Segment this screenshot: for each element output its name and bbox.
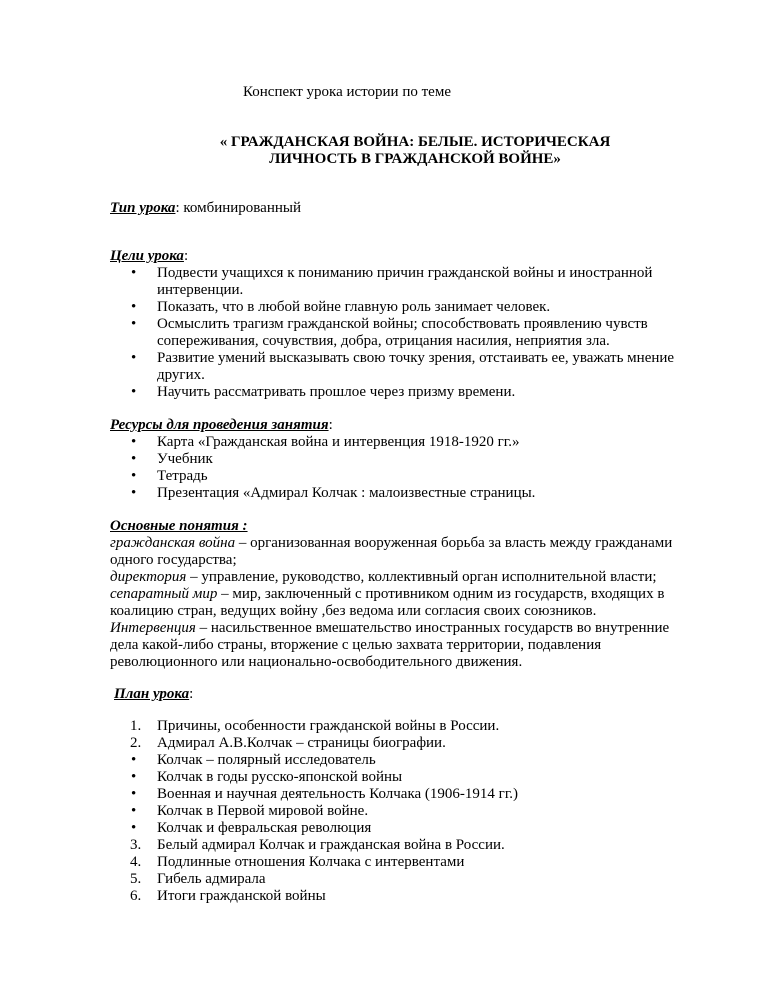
goal-bullet: • <box>131 299 137 315</box>
plan-item: Колчак в Первой мировой войне. <box>157 803 369 819</box>
goal-bullet: • <box>131 350 137 366</box>
goal-bullet: • <box>131 265 137 281</box>
plan-marker: 3. <box>130 837 142 853</box>
plan-item: Причины, особенности гражданской войны в России. <box>157 718 500 734</box>
concept-term: гражданская война <box>110 535 236 551</box>
plan-marker: • <box>131 820 137 836</box>
lesson-type <box>110 200 301 217</box>
concept-term: директория <box>110 569 187 585</box>
plan-item: Белый адмирал Колчак и гражданская война в России. <box>157 837 505 853</box>
plan-marker: • <box>131 803 137 819</box>
resource-bullet: • <box>131 451 137 467</box>
concept-line: коалицию стран, ведущих войну ,без ведома или согласия своих союзников. <box>110 603 597 619</box>
concept-definition: – насильственное вмешательство иностранных государств во внутренние <box>195 620 670 636</box>
plan-marker: • <box>131 769 137 785</box>
plan-marker: • <box>131 752 137 768</box>
concept-line <box>110 569 657 586</box>
plan-marker: 2. <box>130 735 142 751</box>
plan-item: Адмирал А.В.Колчак – страницы биографии. <box>157 735 446 751</box>
goal-line: Осмыслить трагизм гражданской войны; способствовать проявлению чувств <box>157 316 648 332</box>
resources-heading <box>110 417 333 434</box>
goals-label: Цели урока <box>110 248 184 264</box>
plan-heading <box>114 686 193 703</box>
concept-line <box>110 620 669 637</box>
concept-definition: – организованная вооруженная борьба за власть между гражданами <box>235 535 673 551</box>
resources-label: Ресурсы для проведения занятия <box>110 417 329 433</box>
plan-marker: • <box>131 786 137 802</box>
concept-line: революционного или национально-освободительного движения. <box>110 654 523 670</box>
concept-definition: – мир, заключенный с противником одним из государств, входящих в <box>217 586 665 602</box>
plan-item: Колчак и февральская революция <box>157 820 372 836</box>
plan-marker: 5. <box>130 871 142 887</box>
goal-line: Показать, что в любой войне главную роль занимает человек. <box>157 299 551 315</box>
plan-marker: 4. <box>130 854 142 870</box>
concept-definition: – управление, руководство, коллективный орган исполнительной власти; <box>186 569 657 585</box>
concept-line <box>110 586 664 603</box>
goals-colon: : <box>183 248 189 264</box>
concept-line <box>110 535 672 552</box>
resource-bullet: • <box>131 485 137 501</box>
concept-line: дела какой-либо страны, вторжение с целью захвата территории, подавления <box>110 637 602 653</box>
goal-line: сопереживания, сочувствия, добра, отрицания насилия, неприятия зла. <box>157 333 610 349</box>
plan-colon: : <box>189 686 194 702</box>
goal-line: интервенции. <box>157 282 244 298</box>
plan-item: Подлинные отношения Колчака с интервентами <box>157 854 465 870</box>
goal-line: Научить рассматривать прошлое через призму времени. <box>157 384 516 400</box>
plan-item: Колчак в годы русско-японской войны <box>157 769 403 785</box>
title-line-1: « ГРАЖДАНСКАЯ ВОЙНА: БЕЛЫЕ. ИСТОРИЧЕСКАЯ <box>219 134 611 150</box>
concept-term: Интервенция <box>110 620 196 636</box>
resource-item: Тетрадь <box>157 468 208 484</box>
resource-item: Презентация «Адмирал Колчак : малоизвестные страницы. <box>157 485 536 501</box>
plan-item: Колчак – полярный исследователь <box>157 752 376 768</box>
lesson-type-value: : комбинированный <box>175 200 302 216</box>
plan-item: Итоги гражданской войны <box>157 888 326 904</box>
plan-marker: 1. <box>130 718 142 734</box>
concept-term: сепаратный мир <box>110 586 218 602</box>
resource-bullet: • <box>131 434 137 450</box>
plan-marker: 6. <box>130 888 142 904</box>
plan-label: План урока <box>114 686 190 702</box>
resource-bullet: • <box>131 468 137 484</box>
plan-item: Гибель адмирала <box>157 871 266 887</box>
intro-line: Конспект урока истории по теме <box>243 84 451 100</box>
goals-heading <box>110 248 188 265</box>
plan-item: Военная и научная деятельность Колчака (1906-1914 гг.) <box>157 786 519 802</box>
goal-bullet: • <box>131 384 137 400</box>
goal-bullet: • <box>131 316 137 332</box>
resource-item: Учебник <box>157 451 213 467</box>
goal-line: других. <box>157 367 205 383</box>
concept-line: одного государства; <box>110 552 237 568</box>
goal-line: Подвести учащихся к пониманию причин гражданской войны и иностранной <box>157 265 653 281</box>
title-line-2: ЛИЧНОСТЬ В ГРАЖДАНСКОЙ ВОЙНЕ» <box>269 151 561 167</box>
resources-colon: : <box>328 417 333 433</box>
concepts-label: Основные понятия : <box>110 518 248 534</box>
goal-line: Развитие умений высказывать свою точку зрения, отстаивать ее, уважать мнение <box>157 350 675 366</box>
resource-item: Карта «Гражданская война и интервенция 1918-1920 гг.» <box>157 434 520 450</box>
lesson-type-label: Тип урока <box>110 200 176 216</box>
